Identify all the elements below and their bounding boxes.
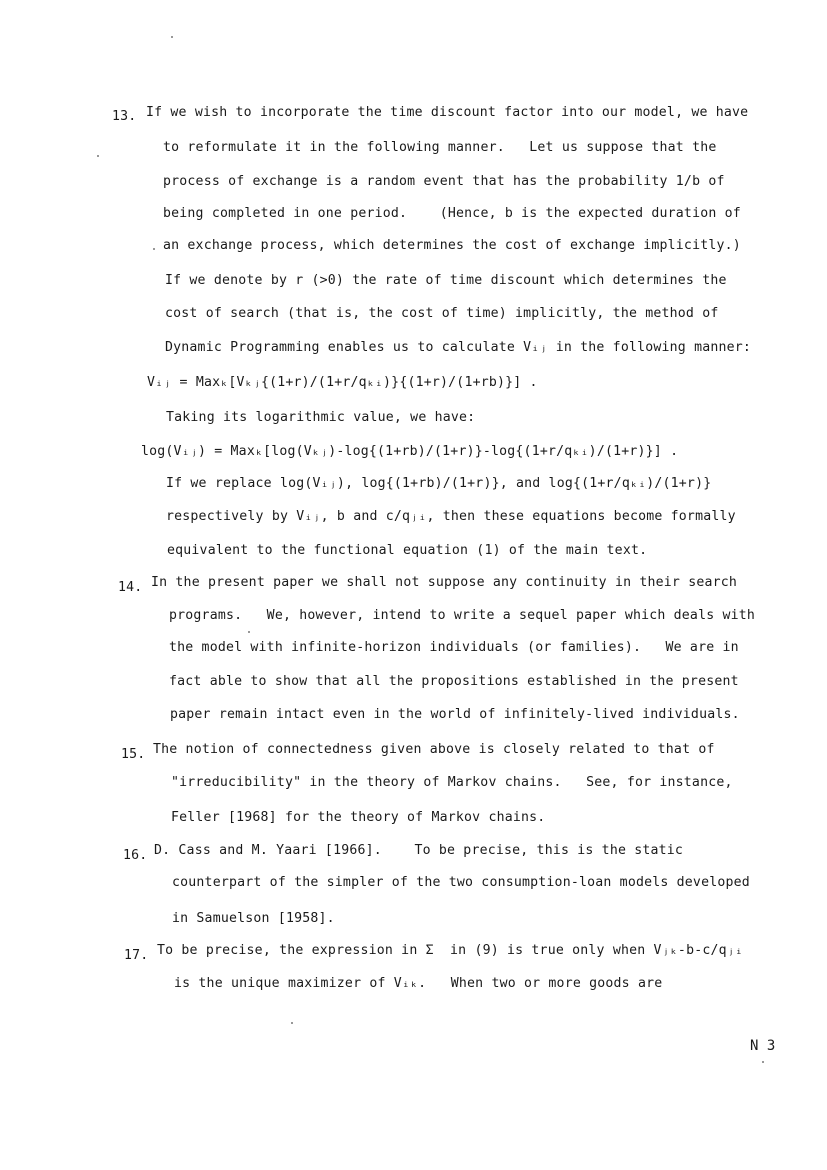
- note-17-line-1: To be precise, the expression in Σ in (9) is true only when Vⱼₖ-b-c/qⱼᵢ: [157, 943, 744, 958]
- note-14-line-1: In the present paper we shall not suppose any continuity in their search: [151, 575, 738, 590]
- note-13-line-10: If we replace log(Vᵢⱼ), log{(1+rb)/(1+r)}, and log{(1+r/qₖᵢ)/(1+r)}: [166, 476, 712, 491]
- note-13-line-3: process of exchange is a random event that has the probability 1/b of: [163, 174, 725, 189]
- scan-speck: [248, 631, 250, 633]
- note-13-line-6: If we denote by r (>0) the rate of time discount which determines the: [165, 273, 727, 288]
- scan-speck: [153, 248, 155, 250]
- note-14-line-5: paper remain intact even in the world of infinitely-lived individuals.: [170, 707, 740, 722]
- note-13-line-5: an exchange process, which determines the cost of exchange implicitly.): [163, 238, 741, 253]
- note-14-number: 14.: [118, 580, 143, 595]
- note-13-equation-1: Vᵢⱼ = Maxₖ[Vₖⱼ{(1+r)/(1+r/qₖᵢ)}{(1+r)/(1+rb)}] .: [147, 375, 538, 390]
- note-13-line-7: cost of search (that is, the cost of time) implicitly, the method of: [165, 306, 719, 321]
- note-13-equation-2: log(Vᵢⱼ) = Maxₖ[log(Vₖⱼ)-log{(1+rb)/(1+r)}-log{(1+r/qₖᵢ)/(1+r)}] .: [141, 444, 679, 459]
- note-17-line-2: is the unique maximizer of Vᵢₖ. When two or more goods are: [174, 976, 663, 991]
- note-15-line-1: The notion of connectedness given above is closely related to that of: [153, 742, 715, 757]
- note-14-line-3: the model with infinite-horizon individuals (or families). We are in: [169, 640, 739, 655]
- page-number: N 3: [750, 1038, 776, 1054]
- note-16-line-1: D. Cass and M. Yaari [1966]. To be precise, this is the static: [154, 843, 684, 858]
- scan-speck: [97, 155, 99, 157]
- note-13-line-9: Taking its logarithmic value, we have:: [166, 410, 476, 425]
- note-13-number: 13.: [112, 109, 137, 124]
- note-13-line-8: Dynamic Programming enables us to calculate Vᵢⱼ in the following manner:: [165, 340, 752, 355]
- note-13-line-11: respectively by Vᵢⱼ, b and c/qⱼᵢ, then these equations become formally: [166, 509, 736, 524]
- note-15-number: 15.: [121, 747, 146, 762]
- note-16-line-3: in Samuelson [1958].: [172, 911, 335, 926]
- note-16-line-2: counterpart of the simpler of the two consumption-loan models developed: [172, 875, 750, 890]
- note-14-line-2: programs. We, however, intend to write a sequel paper which deals with: [169, 608, 756, 623]
- scan-speck: [171, 36, 173, 38]
- scan-speck: [291, 1022, 293, 1024]
- note-16-number: 16.: [123, 848, 148, 863]
- scan-speck: [762, 1061, 764, 1063]
- note-13-line-1: If we wish to incorporate the time discount factor into our model, we have: [146, 105, 749, 120]
- note-13-line-2: to reformulate it in the following manner. Let us suppose that the: [163, 140, 717, 155]
- note-17-number: 17.: [124, 948, 149, 963]
- note-15-line-2: "irreducibility" in the theory of Markov chains. See, for instance,: [171, 775, 733, 790]
- note-14-line-4: fact able to show that all the propositions established in the present: [169, 674, 739, 689]
- note-13-line-4: being completed in one period. (Hence, b is the expected duration of: [163, 206, 741, 221]
- note-13-line-12: equivalent to the functional equation (1) of the main text.: [167, 543, 648, 558]
- note-15-line-3: Feller [1968] for the theory of Markov chains.: [171, 810, 546, 825]
